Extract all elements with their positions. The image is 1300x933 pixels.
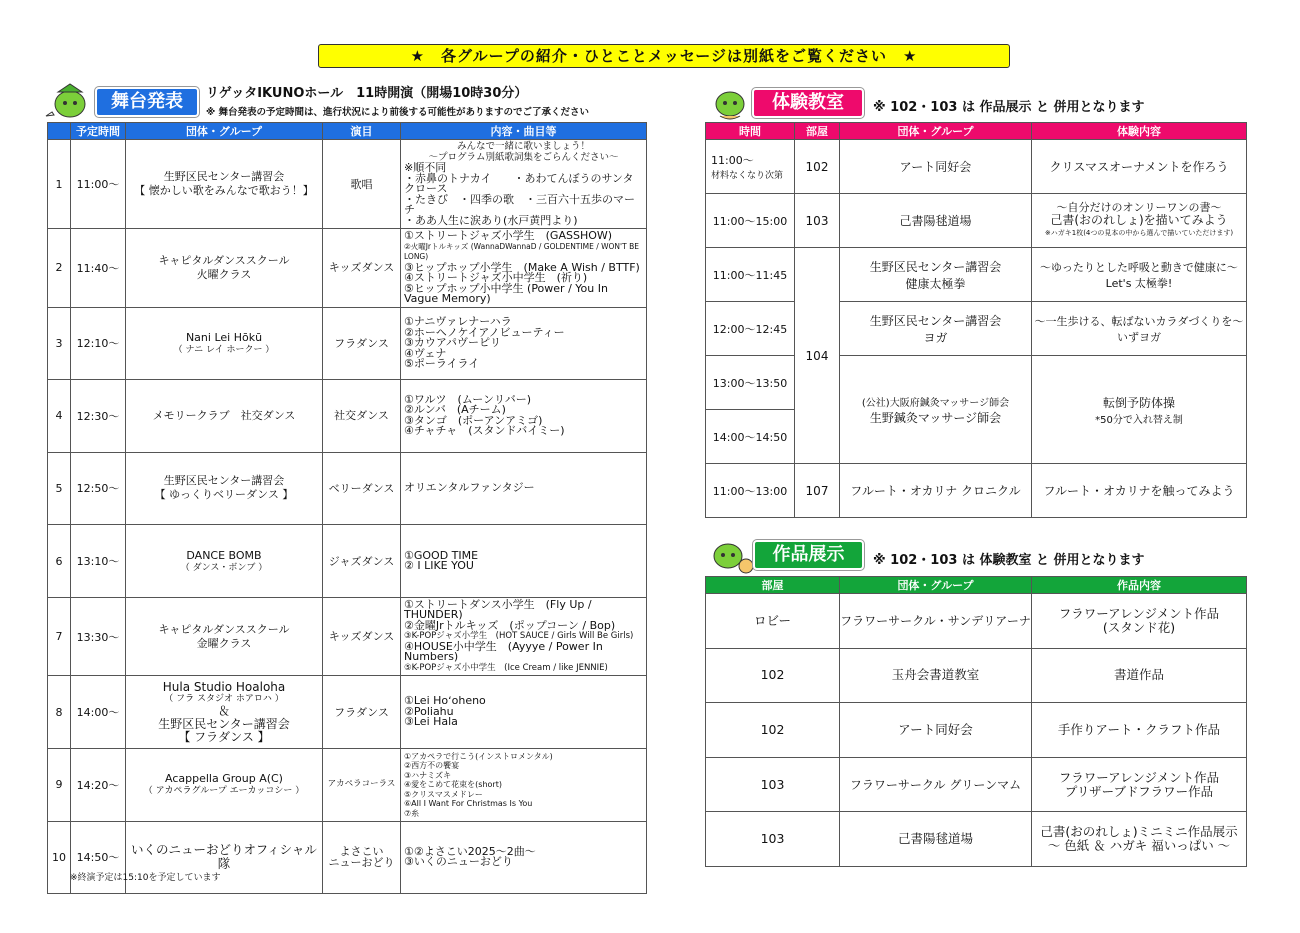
- content-line-2: Let's 太極拳!: [1105, 276, 1173, 290]
- row-genre: ジャズダンス: [323, 525, 401, 598]
- group-subtitle: 生野鍼灸マッサージ師会: [869, 410, 1002, 425]
- exhibition-table: [705, 576, 1247, 867]
- row-group: [126, 229, 323, 308]
- content-line: フラワーアレンジメント作品: [1058, 605, 1220, 621]
- table-row: [706, 812, 1247, 867]
- content-line: ①Lei Hoʻoheno: [404, 694, 486, 708]
- content-line-2: プリザーブドフラワー作品: [1064, 783, 1214, 799]
- row-group: フルート・オカリナ クロニクル: [840, 464, 1032, 518]
- table-row: [706, 648, 1247, 703]
- row-room: 102: [706, 648, 840, 703]
- row-group: 己書陽毬道場: [840, 812, 1032, 867]
- group-name: Acappella Group A(C): [165, 772, 283, 786]
- row-room: 103: [706, 757, 840, 812]
- row-time: 12:50～: [71, 452, 126, 525]
- content-line: ④HOUSE小中学生 (Ayyye / Power In Numbers): [404, 639, 603, 664]
- table-row: [48, 140, 647, 229]
- content-line: ・ああ人生に涙あり(水戸黄門より): [404, 213, 578, 227]
- group-name: いくのニューおどりオフィシャル隊: [131, 842, 317, 872]
- content-line: ⑤ポーライライ: [404, 357, 480, 371]
- content-line-2: 己書(おのれしょ)を描いてみよう: [1050, 213, 1228, 227]
- row-group: [840, 356, 1032, 464]
- row-content: フルート・オカリナを触ってみよう: [1032, 464, 1247, 518]
- content-line: ①②よさこい2025～2曲～: [404, 844, 536, 858]
- content-line: ・赤鼻のトナカイ ・あわてんぼうのサンタクロース: [404, 171, 634, 195]
- table-row: [48, 748, 647, 821]
- stage-table-header: [48, 123, 647, 140]
- content-line: ⑦糸: [404, 808, 420, 818]
- mascot-icon: [708, 86, 752, 120]
- row-content: [401, 525, 647, 598]
- row-group: [840, 248, 1032, 302]
- content-line: ③いくのニューおどり: [404, 855, 513, 869]
- exhibition-section-label: 作品展示: [753, 540, 864, 570]
- content-line: ⑤ヒップホップ小中学生 (Power / You In Vague Memory): [404, 281, 608, 305]
- time-note: 材料なくなり次第: [711, 171, 784, 181]
- header-genre: 演目: [323, 123, 401, 140]
- content-intro-2: ～プログラム別紙歌詞集をごらんください～: [428, 151, 619, 163]
- table-row: [706, 248, 1247, 302]
- content-line: ①ワルツ (ムーンリバー): [404, 392, 532, 406]
- row-time: 11:40～: [71, 229, 126, 308]
- row-number: 8: [48, 676, 71, 749]
- row-group: アート同好会: [840, 140, 1032, 194]
- content-line: ③Lei Hala: [404, 715, 458, 729]
- content-line: ② I LIKE YOU: [404, 559, 474, 573]
- row-time: 13:30～: [71, 597, 126, 676]
- content-line: ④愛をこめて花束を(short): [404, 780, 502, 790]
- row-time: 14:20～: [71, 748, 126, 821]
- row-genre: フラダンス: [323, 307, 401, 380]
- header-no: [48, 123, 71, 140]
- row-room: 104: [795, 248, 840, 464]
- row-time: 11:00～13:00: [706, 464, 795, 518]
- row-group: フラワーサークル・サンデリアーナ: [840, 594, 1032, 649]
- experience-table-header: [706, 123, 1247, 140]
- header-group: 団体・グループ: [840, 577, 1032, 594]
- table-row: [706, 464, 1247, 518]
- table-row: [48, 676, 647, 749]
- group-name: メモリークラブ 社交ダンス: [152, 408, 296, 422]
- row-content: [401, 140, 647, 229]
- exhibition-table-header: [706, 577, 1247, 594]
- row-number: 2: [48, 229, 71, 308]
- content-line: ②火曜Jrトルキッズ (WannaDWannaD / GOLDENTIME / WON'T BE LONG): [404, 241, 639, 261]
- table-row: [48, 229, 647, 308]
- row-group: フラワーサークル グリーンマム: [840, 757, 1032, 812]
- row-genre: ベリーダンス: [323, 452, 401, 525]
- group-subtitle: （ フラ スタジオ ホアロハ ）: [164, 693, 284, 704]
- row-content: [401, 597, 647, 676]
- group-subtitle: （ ダンス・ボンブ ）: [180, 562, 268, 573]
- group-name: 生野区民センター講習会: [163, 170, 285, 183]
- header-content: 内容・曲目等: [401, 123, 647, 140]
- content-line-3: ※ハガキ1枚(4つの見本の中から選んで描いていただけます): [1044, 229, 1234, 237]
- content-line: ②Poliahu: [404, 704, 454, 718]
- group-name: 生野区民センター講習会: [869, 259, 1002, 274]
- content-line: ③K-POPジャズ小学生 (HOT SAUCE / Girls Will Be Girls): [404, 631, 634, 642]
- header-room: 部屋: [795, 123, 840, 140]
- row-number: 9: [48, 748, 71, 821]
- group-name: キャピタルダンススクール: [158, 622, 290, 636]
- experience-note: ※ 102・103 は 作品展示 と 併用となります: [873, 100, 1145, 115]
- table-row: [48, 307, 647, 380]
- group-subtitle: 【 懐かしい歌をみんなで歌おう！】: [134, 184, 314, 197]
- row-genre: [323, 821, 401, 894]
- row-group: [126, 525, 323, 598]
- group-name: Nani Lei Hōkū: [185, 330, 263, 344]
- row-time: 14:00～14:50: [706, 410, 795, 464]
- row-number: 1: [48, 140, 71, 229]
- content-line: ①ストリートジャズ小学生 (GASSHOW): [404, 229, 613, 242]
- row-group: [126, 140, 323, 229]
- content-line: ※順不同: [404, 161, 447, 174]
- header-time: 予定時間: [71, 123, 126, 140]
- row-group: [126, 307, 323, 380]
- header-time: 時間: [706, 123, 795, 140]
- table-row: [706, 302, 1247, 356]
- row-group: [126, 748, 323, 821]
- row-content: [401, 676, 647, 749]
- row-content: [401, 307, 647, 380]
- content-line: 己書(おのれしょ)ミニミニ作品展示: [1040, 824, 1238, 840]
- row-content: 書道作品: [1032, 648, 1247, 703]
- group-name: DANCE BOMB: [186, 548, 262, 562]
- row-room: 102: [706, 703, 840, 758]
- row-content: [401, 821, 647, 894]
- experience-table: [705, 122, 1247, 518]
- content-line-2: いずヨガ: [1117, 330, 1161, 344]
- stage-section-label: 舞台発表: [95, 87, 199, 117]
- row-time: 14:00～: [71, 676, 126, 749]
- row-content: [401, 380, 647, 453]
- group-name: キャピタルダンススクール: [158, 253, 290, 267]
- content-line: ④ストリートジャズ小中学生 (祈り): [404, 271, 588, 284]
- row-time: 11:00～11:45: [706, 248, 795, 302]
- stage-footnote: ※終演予定は15:10を予定しています: [70, 873, 221, 883]
- group-subtitle-2: 【 フラダンス 】: [178, 729, 270, 744]
- row-content: 手作りアート・クラフト作品: [1032, 703, 1247, 758]
- group-subtitle: 【 ゆっくりベリーダンス 】: [154, 488, 294, 502]
- content-line: ③カウアパヴーピリ: [404, 336, 501, 350]
- row-genre: フラダンス: [323, 676, 401, 749]
- table-row: [48, 525, 647, 598]
- content-line: ・たきび ・四季の歌 ・三百六十五歩のマーチ: [404, 192, 635, 216]
- exhibition-note: ※ 102・103 は 体験教室 と 併用となります: [873, 553, 1145, 568]
- table-row: [48, 452, 647, 525]
- content-line: フラワーアレンジメント作品: [1058, 769, 1220, 785]
- content-line: ①アカペラで行こう(インストロメンタル): [404, 751, 553, 761]
- row-genre: 歌唱: [323, 140, 401, 229]
- content-line: ③タンゴ (ポーアンアミゴ): [404, 413, 543, 427]
- genre-line: よさこい: [339, 845, 384, 859]
- row-content: [1032, 356, 1247, 464]
- content-line: オリエンタルファンタジー: [404, 481, 535, 495]
- table-row: [706, 757, 1247, 812]
- mascot-icon: [44, 82, 96, 120]
- row-room: ロビー: [706, 594, 840, 649]
- row-group: 己書陽毬道場: [840, 194, 1032, 248]
- stage-venue: リゲッタIKUNOホール 11時開演（開場10時30分）: [206, 86, 528, 101]
- row-content: [401, 748, 647, 821]
- row-time: 12:00～12:45: [706, 302, 795, 356]
- row-content: [1032, 248, 1247, 302]
- row-genre: キッズダンス: [323, 597, 401, 676]
- content-line: ②金曜Jrトルキッズ (ポップコーン / Bop): [404, 618, 616, 632]
- header-banner: ★ 各グループの紹介・ひとことメッセージは別紙をご覧ください ★: [318, 44, 1010, 68]
- content-line: ②西方不の饗宴: [404, 761, 460, 771]
- content-line: 転倒予防体操: [1102, 395, 1175, 410]
- content-line: ④チャチャ (スタンドバイミー): [404, 424, 565, 438]
- row-room: 103: [706, 812, 840, 867]
- content-line: ～自分だけのオンリーワンの書～: [1056, 201, 1222, 214]
- row-content: [401, 452, 647, 525]
- row-content: [401, 229, 647, 308]
- group-subtitle: ヨガ: [923, 330, 948, 345]
- row-content: [1032, 812, 1247, 867]
- header-content: 作品内容: [1032, 577, 1247, 594]
- row-group: [840, 302, 1032, 356]
- stage-table: [47, 122, 647, 894]
- row-group: [126, 380, 323, 453]
- content-line: ⑤K-POPジャズ小中学生 (Ice Cream / like JENNIE): [404, 662, 608, 673]
- table-row: [48, 597, 647, 676]
- row-time: [706, 140, 795, 194]
- group-name: 生野区民センター講習会: [869, 313, 1002, 328]
- row-genre: アカペラコーラス: [323, 748, 401, 821]
- row-content: [1032, 594, 1247, 649]
- row-genre: キッズダンス: [323, 229, 401, 308]
- row-room: 107: [795, 464, 840, 518]
- header-room: 部屋: [706, 577, 840, 594]
- time-value: 11:00～: [711, 154, 754, 167]
- content-line: ⑥All I Want For Christmas Is You: [404, 799, 533, 809]
- content-line: ②ホーヘノケイアノビューティー: [404, 325, 565, 339]
- content-line: ①ナニヴァレナーハラ: [404, 315, 512, 329]
- row-number: 10: [48, 821, 71, 894]
- group-subtitle: （ アカペラグループ エーカッコシー ）: [143, 786, 305, 797]
- group-subtitle: （ ナニ レイ ホークー ）: [173, 344, 275, 355]
- row-content: クリスマスオーナメントを作ろう: [1032, 140, 1247, 194]
- row-time: 11:00～: [71, 140, 126, 229]
- group-subtitle: 健康太極拳: [905, 276, 966, 291]
- row-time: 13:00～13:50: [706, 356, 795, 410]
- header-group: 団体・グループ: [840, 123, 1032, 140]
- table-row: [48, 380, 647, 453]
- content-line: ②ルンバ (Aチーム): [404, 403, 506, 417]
- row-time: 12:30～: [71, 380, 126, 453]
- row-content: [1032, 194, 1247, 248]
- genre-line-2: ニューおどり: [328, 856, 395, 870]
- row-number: 5: [48, 452, 71, 525]
- row-group: アート同好会: [840, 703, 1032, 758]
- content-line: ①GOOD TIME: [404, 548, 479, 562]
- row-time: 11:00～15:00: [706, 194, 795, 248]
- content-line: ④ヴェナ: [404, 346, 447, 360]
- row-content: [1032, 757, 1247, 812]
- group-name: (公社)大阪府鍼灸マッサージ師会: [861, 397, 1010, 409]
- header-content: 体験内容: [1032, 123, 1247, 140]
- row-time: 12:10～: [71, 307, 126, 380]
- row-number: 3: [48, 307, 71, 380]
- row-group: 玉舟会書道教室: [840, 648, 1032, 703]
- row-group: [126, 676, 323, 749]
- content-intro: みんなで一緒に歌いましょう！: [456, 141, 590, 152]
- content-line-2: *50分で入れ替え制: [1095, 414, 1183, 426]
- table-row: [706, 703, 1247, 758]
- row-number: 4: [48, 380, 71, 453]
- row-room: 103: [795, 194, 840, 248]
- row-number: 6: [48, 525, 71, 598]
- content-line: ～一生歩ける、転ばないカラダづくりを～: [1034, 314, 1244, 328]
- content-line: ～ゆったりとした呼吸と動きで健康に～: [1040, 260, 1238, 274]
- group-name: Hula Studio Hoaloha: [162, 679, 286, 694]
- experience-section-label: 体験教室: [752, 88, 864, 118]
- row-time: 13:10～: [71, 525, 126, 598]
- row-genre: 社交ダンス: [323, 380, 401, 453]
- row-content: [1032, 302, 1247, 356]
- row-group: [126, 597, 323, 676]
- content-line: ⑤クリスマスメドレー: [404, 789, 483, 799]
- content-line: ③ヒップホップ小学生 (Make A Wish / BTTF): [404, 260, 640, 274]
- group-subtitle: 金曜クラス: [196, 636, 252, 650]
- table-row: [706, 356, 1247, 410]
- content-line: ①ストリートダンス小学生 (Fly Up / THUNDER): [404, 597, 592, 622]
- header-group: 団体・グループ: [126, 123, 323, 140]
- row-time: 14:50～: [71, 821, 126, 894]
- row-group: [126, 452, 323, 525]
- stage-note: ※ 舞台発表の予定時間は、進行状況により前後する可能性がありますのでご了承ください: [206, 107, 590, 118]
- table-row: [706, 140, 1247, 194]
- group-name: 生野区民センター講習会: [163, 474, 285, 488]
- group-name-2: 生野区民センター講習会: [158, 716, 290, 731]
- content-line: ③ハナミズキ: [404, 770, 452, 780]
- table-row: [706, 594, 1247, 649]
- group-subtitle: 火曜クラス: [196, 267, 252, 281]
- table-row: [706, 194, 1247, 248]
- group-ampersand: ＆: [217, 703, 230, 718]
- content-line-2: (スタンド花): [1102, 619, 1176, 635]
- mascot-icon: [704, 538, 756, 574]
- row-number: 7: [48, 597, 71, 676]
- row-room: 102: [795, 140, 840, 194]
- content-line-2: ～ 色紙 ＆ ハガキ 福いっぱい ～: [1047, 838, 1231, 854]
